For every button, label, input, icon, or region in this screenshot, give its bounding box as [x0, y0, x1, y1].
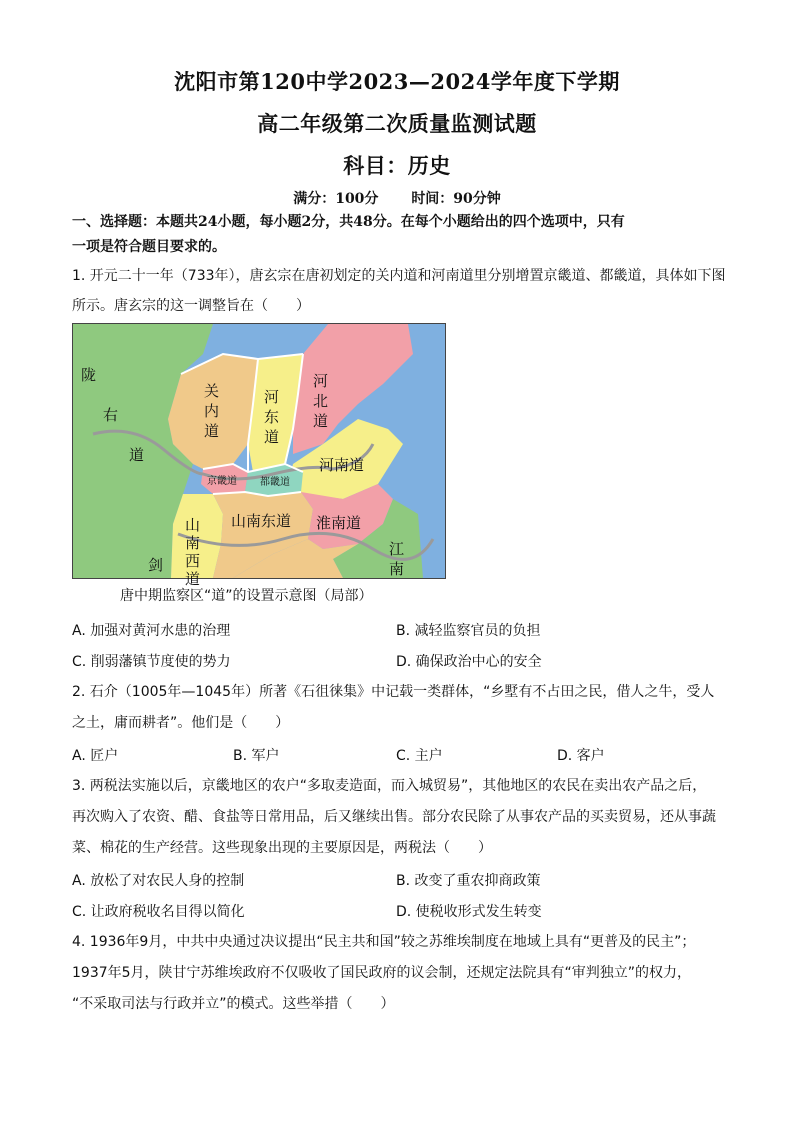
- q4-stem-line1: 4. 1936年9月，中共中央通过决议提出“民主共和国”较之苏维埃制度在地域上具有“更普及的民主”；: [72, 934, 696, 950]
- section-intro-line2: 一项是符合题目要求的。: [72, 239, 226, 255]
- q1-option-c[interactable]: C. 削弱藩镇节度使的势力: [72, 654, 231, 670]
- exam-title-grade: 高二年级第二次质量监测试题: [257, 111, 537, 136]
- q1-stem-line2: 所示。唐玄宗的这一调整旨在（ ）: [72, 298, 310, 314]
- label-jingji: 京畿道: [207, 476, 237, 487]
- label-jiangnan-1: 江: [389, 540, 405, 558]
- q2-option-c[interactable]: C. 主户: [396, 748, 443, 764]
- q1-stem-line1: 1. 开元二十一年（733年），唐玄宗在唐初划定的关内道和河南道里分别增置京畿道、都畿道，具体如下图: [72, 268, 726, 284]
- q2-stem-line1: 2. 石介（1005年—1045年）所著《石徂徕集》中记载一类群体，“乡墅有不占田之民，借人之牛，受人: [72, 684, 715, 700]
- q3-option-c[interactable]: C. 让政府税收名目得以简化: [72, 904, 245, 920]
- time-info: 时间：90分钟: [411, 191, 501, 207]
- q3-option-a[interactable]: A. 放松了对农民人身的控制: [72, 873, 245, 889]
- label-hedong-1: 河: [264, 388, 280, 406]
- q3-stem-line1: 3. 两税法实施以后，京畿地区的农户“多取麦造面，而入城贸易”，其他地区的农民在卖出农产品之后，: [72, 778, 707, 794]
- q4-stem-line3: “不采取司法与行政并立”的模式。这些举措（ ）: [72, 996, 395, 1012]
- label-hedong-3: 道: [264, 428, 280, 446]
- q2-option-a[interactable]: A. 匠户: [72, 748, 119, 764]
- label-jiangnan-2: 南: [389, 560, 405, 578]
- label-huainan: 淮南道: [316, 514, 362, 532]
- q3-stem-line2: 再次购入了农资、醋、食盐等日常用品，后又继续出售。部分农民除了从事农产品的买卖贸易，还从事蔬: [72, 809, 716, 825]
- label-shannanxi-1: 山: [185, 516, 201, 534]
- q2-stem-line2: 之土，庸而耕者”。他们是（ ）: [72, 715, 290, 731]
- q4-stem-line2: 1937年5月，陕甘宁苏维埃政府不仅吸收了国民政府的议会制，还规定法院具有“审判独立”的权力，: [72, 965, 692, 981]
- q1-option-a[interactable]: A. 加强对黄河水患的治理: [72, 623, 231, 639]
- label-guannei-1: 关: [204, 382, 220, 400]
- q3-stem-line3: 菜、棉花的生产经营。这些现象出现的主要原因是，两税法（ ）: [72, 840, 492, 856]
- label-jiannan: 剑: [148, 556, 164, 574]
- map-caption: 唐中期监察区“道”的设置示意图（局部）: [120, 588, 373, 604]
- label-guannei-2: 内: [204, 402, 220, 420]
- label-longyou-2: 右: [103, 406, 119, 424]
- section-intro-line1: 一、选择题：本题共24小题，每小题2分，共48分。在每个小题给出的四个选项中，只有: [72, 214, 625, 230]
- q2-option-b[interactable]: B. 军户: [233, 748, 280, 764]
- exam-title-school: 沈阳市第120中学2023—2024学年度下学期: [174, 69, 620, 94]
- label-guannei-3: 道: [204, 422, 220, 440]
- q3-option-d[interactable]: D. 使税收形式发生转变: [396, 904, 542, 920]
- q3-option-b[interactable]: B. 改变了重农抑商政策: [396, 873, 541, 889]
- label-shannanxi-2: 南: [185, 534, 201, 552]
- tang-circuits-map: [72, 323, 446, 588]
- label-hedong-2: 东: [264, 408, 280, 426]
- label-longyou-1: 陇: [81, 366, 97, 384]
- label-hebei-3: 道: [313, 412, 329, 430]
- exam-title-subject: 科目：历史: [343, 153, 451, 178]
- exam-meta: [0, 188, 794, 208]
- q2-option-d[interactable]: D. 客户: [557, 748, 605, 764]
- label-duji: 都畿道: [260, 477, 290, 488]
- label-longyou-3: 道: [129, 446, 145, 464]
- label-henan: 河南道: [319, 456, 365, 474]
- score-info: 满分：100分: [293, 191, 379, 207]
- q1-option-b[interactable]: B. 减轻监察官员的负担: [396, 623, 541, 639]
- q1-option-d[interactable]: D. 确保政治中心的安全: [396, 654, 542, 670]
- label-hebei-2: 北: [313, 392, 329, 410]
- label-shannandong: 山南东道: [231, 512, 292, 530]
- label-shannanxi-4: 道: [185, 570, 201, 588]
- label-shannanxi-3: 西: [185, 552, 201, 570]
- label-hebei-1: 河: [313, 372, 329, 390]
